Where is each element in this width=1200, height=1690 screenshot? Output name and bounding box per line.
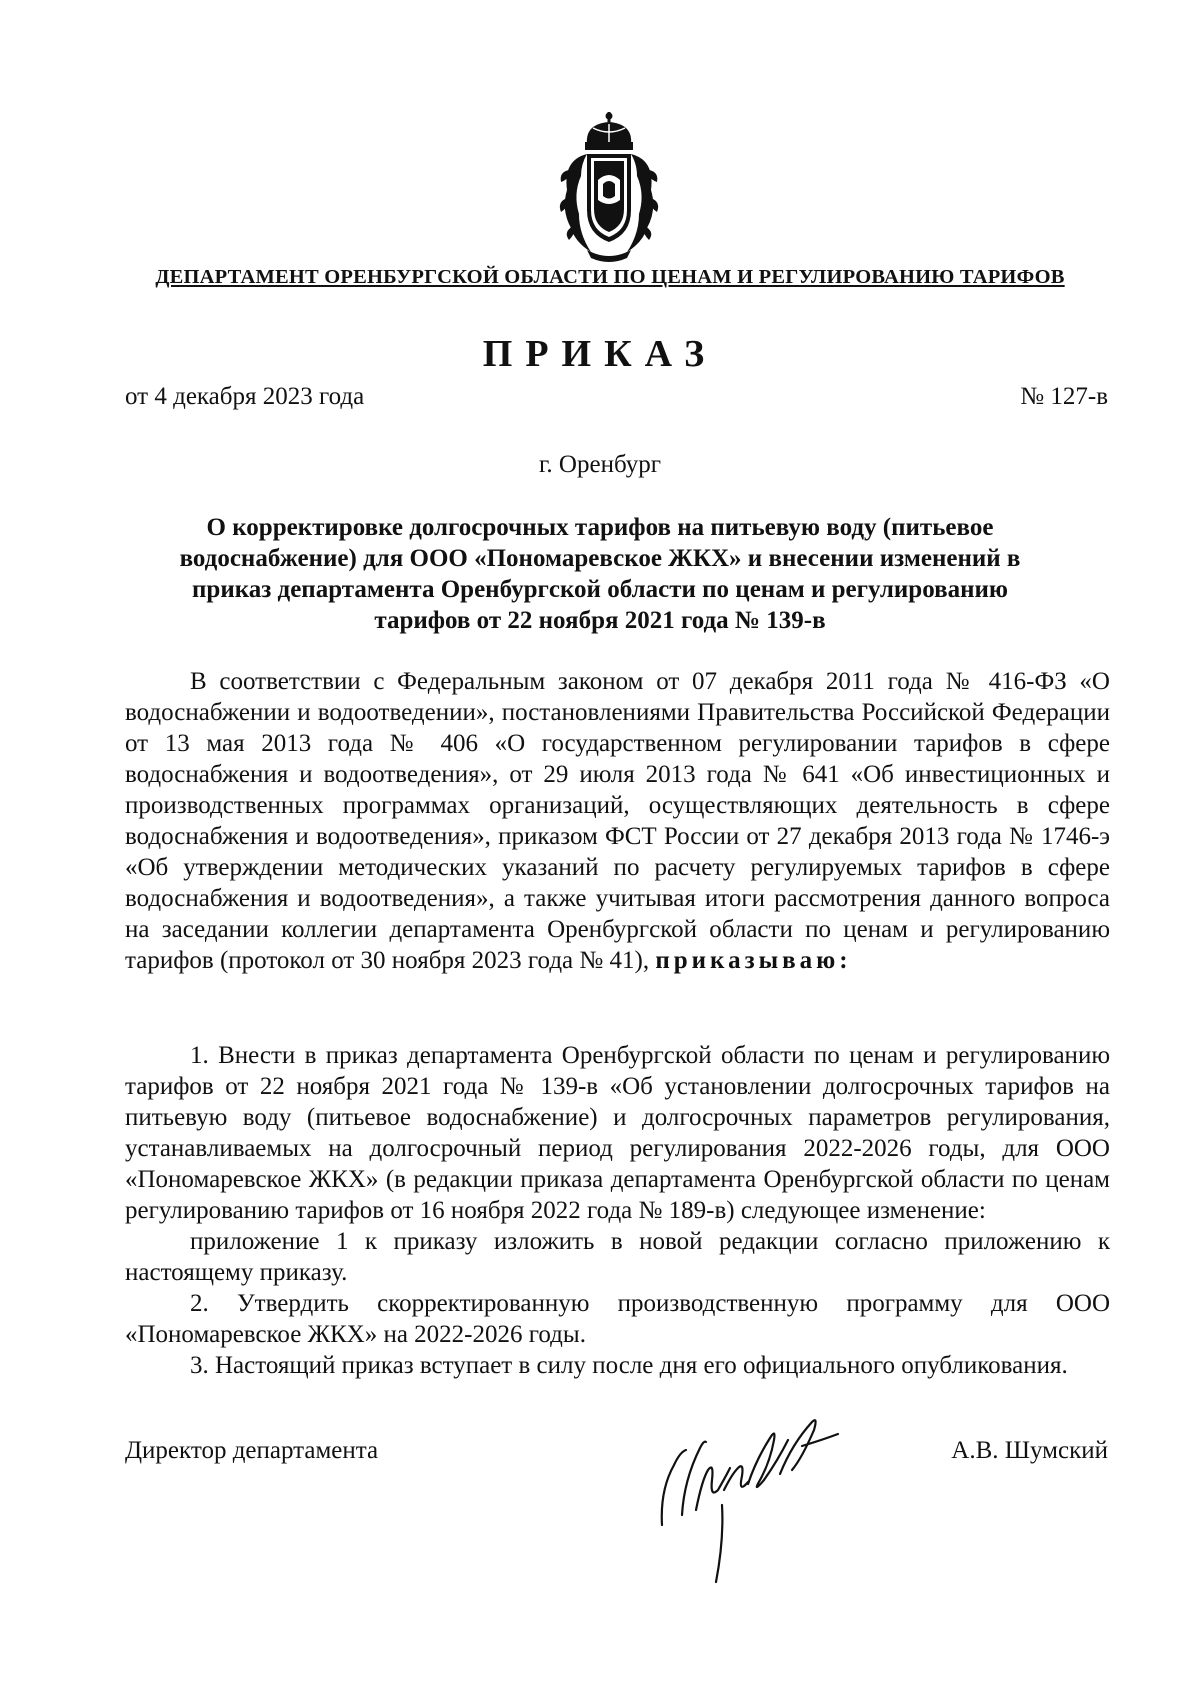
handwritten-signature-icon (652, 1410, 852, 1590)
order-subject: О корректировке долгосрочных тарифов на питьевую воду (питьевое водоснабжение) для ООО «Пономаревское ЖКХ» и внесении изменений в приказ департамента Оренбургской области по ценам и регулированию тарифов от 22 ноября 2021 года № 139-в (179, 514, 1021, 634)
signatory-name: А.В. Шумский (951, 1437, 1108, 1464)
order-number: № 127-в (1020, 383, 1108, 410)
signatory-role: Директор департамента (125, 1437, 379, 1464)
document-title: ПРИКАЗ (482, 333, 718, 375)
preamble (125, 666, 1110, 976)
coat-of-arms-icon (557, 110, 661, 262)
order-word: приказываю: (655, 947, 852, 974)
city: г. Оренбург (539, 451, 661, 478)
preamble-text: В соответствии с Федеральным законом от 07 декабря 2011 года № 416-ФЗ «О водоснабжении и водоотведении», постановлениями Правительства Российской Федерации от 13 мая 2013 года № 406 «О государственном регулировании тарифов в сфере водоснабжения и водоотведения», от 29 июля 2013 года № 641 «Об инвестиционных и производственных программах организаций, осуществляющих деятельность в сфере водоснабжения и водоотведения», приказом ФСТ России от 27 декабря 2013 года № 1746-э «Об утверждении методических указаний по расчету регулируемых тарифов в сфере водоснабжения и водоотведения», а также учитывая итоги рассмотрения данного вопроса на заседании коллегии департамента Оренбургской области по ценам и регулированию тарифов (протокол от 30 ноября 2023 года № 41), (125, 668, 1110, 974)
clause-1: 1. Внести в приказ департамента Оренбургской области по ценам и регулированию тарифов от 22 ноября 2021 года № 139-в «Об установлении долгосрочных тарифов на питьевую воду (питьевое водоснабжение) и долгосрочных параметров регулирования, устанавливаемых на долгосрочный период регулирования 2022-2026 годы, для ООО «Пономаревское ЖКХ» (в редакции приказа департамента Оренбургской области по ценам регулированию тарифов от 16 ноября 2022 года № 189-в) следующее изменение: (125, 1042, 1110, 1224)
clause-2: 2. Утвердить скорректированную производственную программу для ООО «Пономаревское ЖКХ» на 2022-2026 годы. (125, 1290, 1110, 1348)
clause-3: 3. Настоящий приказ вступает в силу после дня его официального опубликования. (190, 1352, 1068, 1379)
clauses-list (125, 1040, 1110, 1381)
signature-block (0, 1410, 1200, 1600)
clause-1-change: приложение 1 к приказу изложить в новой редакции согласно приложению к настоящему приказу. (125, 1228, 1110, 1286)
preamble-paragraph (125, 666, 1110, 976)
department-name: ДЕПАРТАМЕНТ ОРЕНБУРГСКОЙ ОБЛАСТИ ПО ЦЕНАМ И РЕГУЛИРОВАНИЮ ТАРИФОВ (155, 266, 1065, 288)
order-date: от 4 декабря 2023 года (125, 383, 365, 410)
